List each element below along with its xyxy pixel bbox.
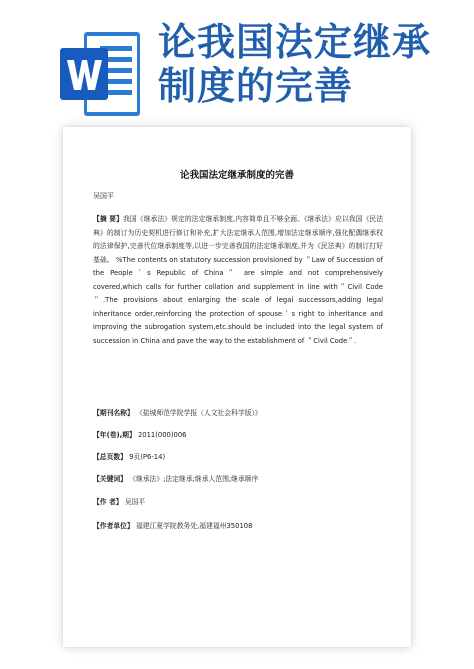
meta-value: 吴国平 [124, 498, 146, 506]
meta-volume [93, 429, 383, 439]
document-page [63, 127, 411, 647]
meta-journal [93, 407, 383, 417]
abstract-paragraph [93, 213, 383, 348]
meta-label: 【作 者】 [93, 498, 123, 506]
meta-affiliation [93, 520, 383, 530]
meta-label: 【期刊名称】 [93, 409, 134, 417]
meta-label: 【年(卷),期】 [93, 431, 136, 439]
meta-label: 【作者单位】 [93, 522, 134, 530]
banner-header [0, 0, 474, 130]
meta-value: 9页(P6-14) [129, 453, 166, 461]
meta-keywords [93, 473, 383, 483]
abstract-label: 【摘 要】 [93, 215, 123, 223]
abstract-text: 我国《继承法》规定的法定继承制度,内容简单且不够全面。《继承法》应以我国《民法典》的制订为历史契机进行修订和补充,扩大法定继承人范围,增加法定继承顺序,强化配偶继承权的法律保护,完善代位继承制度等,以进一步完善我国的法定继承制度,并为《民法典》的制订打好基础。 %The contents on statutory succession provisioned by ＂Law of Succession of the People＇s Republic of China＂ are simple and not comprehensively covered,which calls for further collation and supplement in line with＂Civil Code＂.The provisions about enlarging the scale of legal successors,adding legal inheritance order,reinforcing the protection of spouse＇s right to inheritance and improving the subrogation system,etc.should be included into the legal system of succession in China and pave the way to the establishment of ＂Civil Code＂. [93, 215, 383, 345]
word-document-icon [60, 32, 140, 116]
meta-label: 【关键词】 [93, 475, 127, 483]
meta-author [93, 496, 383, 506]
meta-pages [93, 451, 383, 461]
document-author: 吴国平 [93, 192, 114, 200]
meta-label: 【总页数】 [93, 453, 127, 461]
meta-value: 福建江夏学院教务处,福建福州350108 [135, 522, 253, 530]
document-title: 论我国法定继承制度的完善 [179, 170, 294, 181]
meta-value: 2011(000)006 [137, 431, 187, 439]
meta-value: 《盐城师范学院学报（人文社会科学版）》 [135, 409, 262, 417]
banner-title: 论我国法定继承制度的完善 [158, 20, 432, 108]
meta-value: 《继承法》;法定继承;继承人范围;继承顺序 [129, 475, 259, 483]
